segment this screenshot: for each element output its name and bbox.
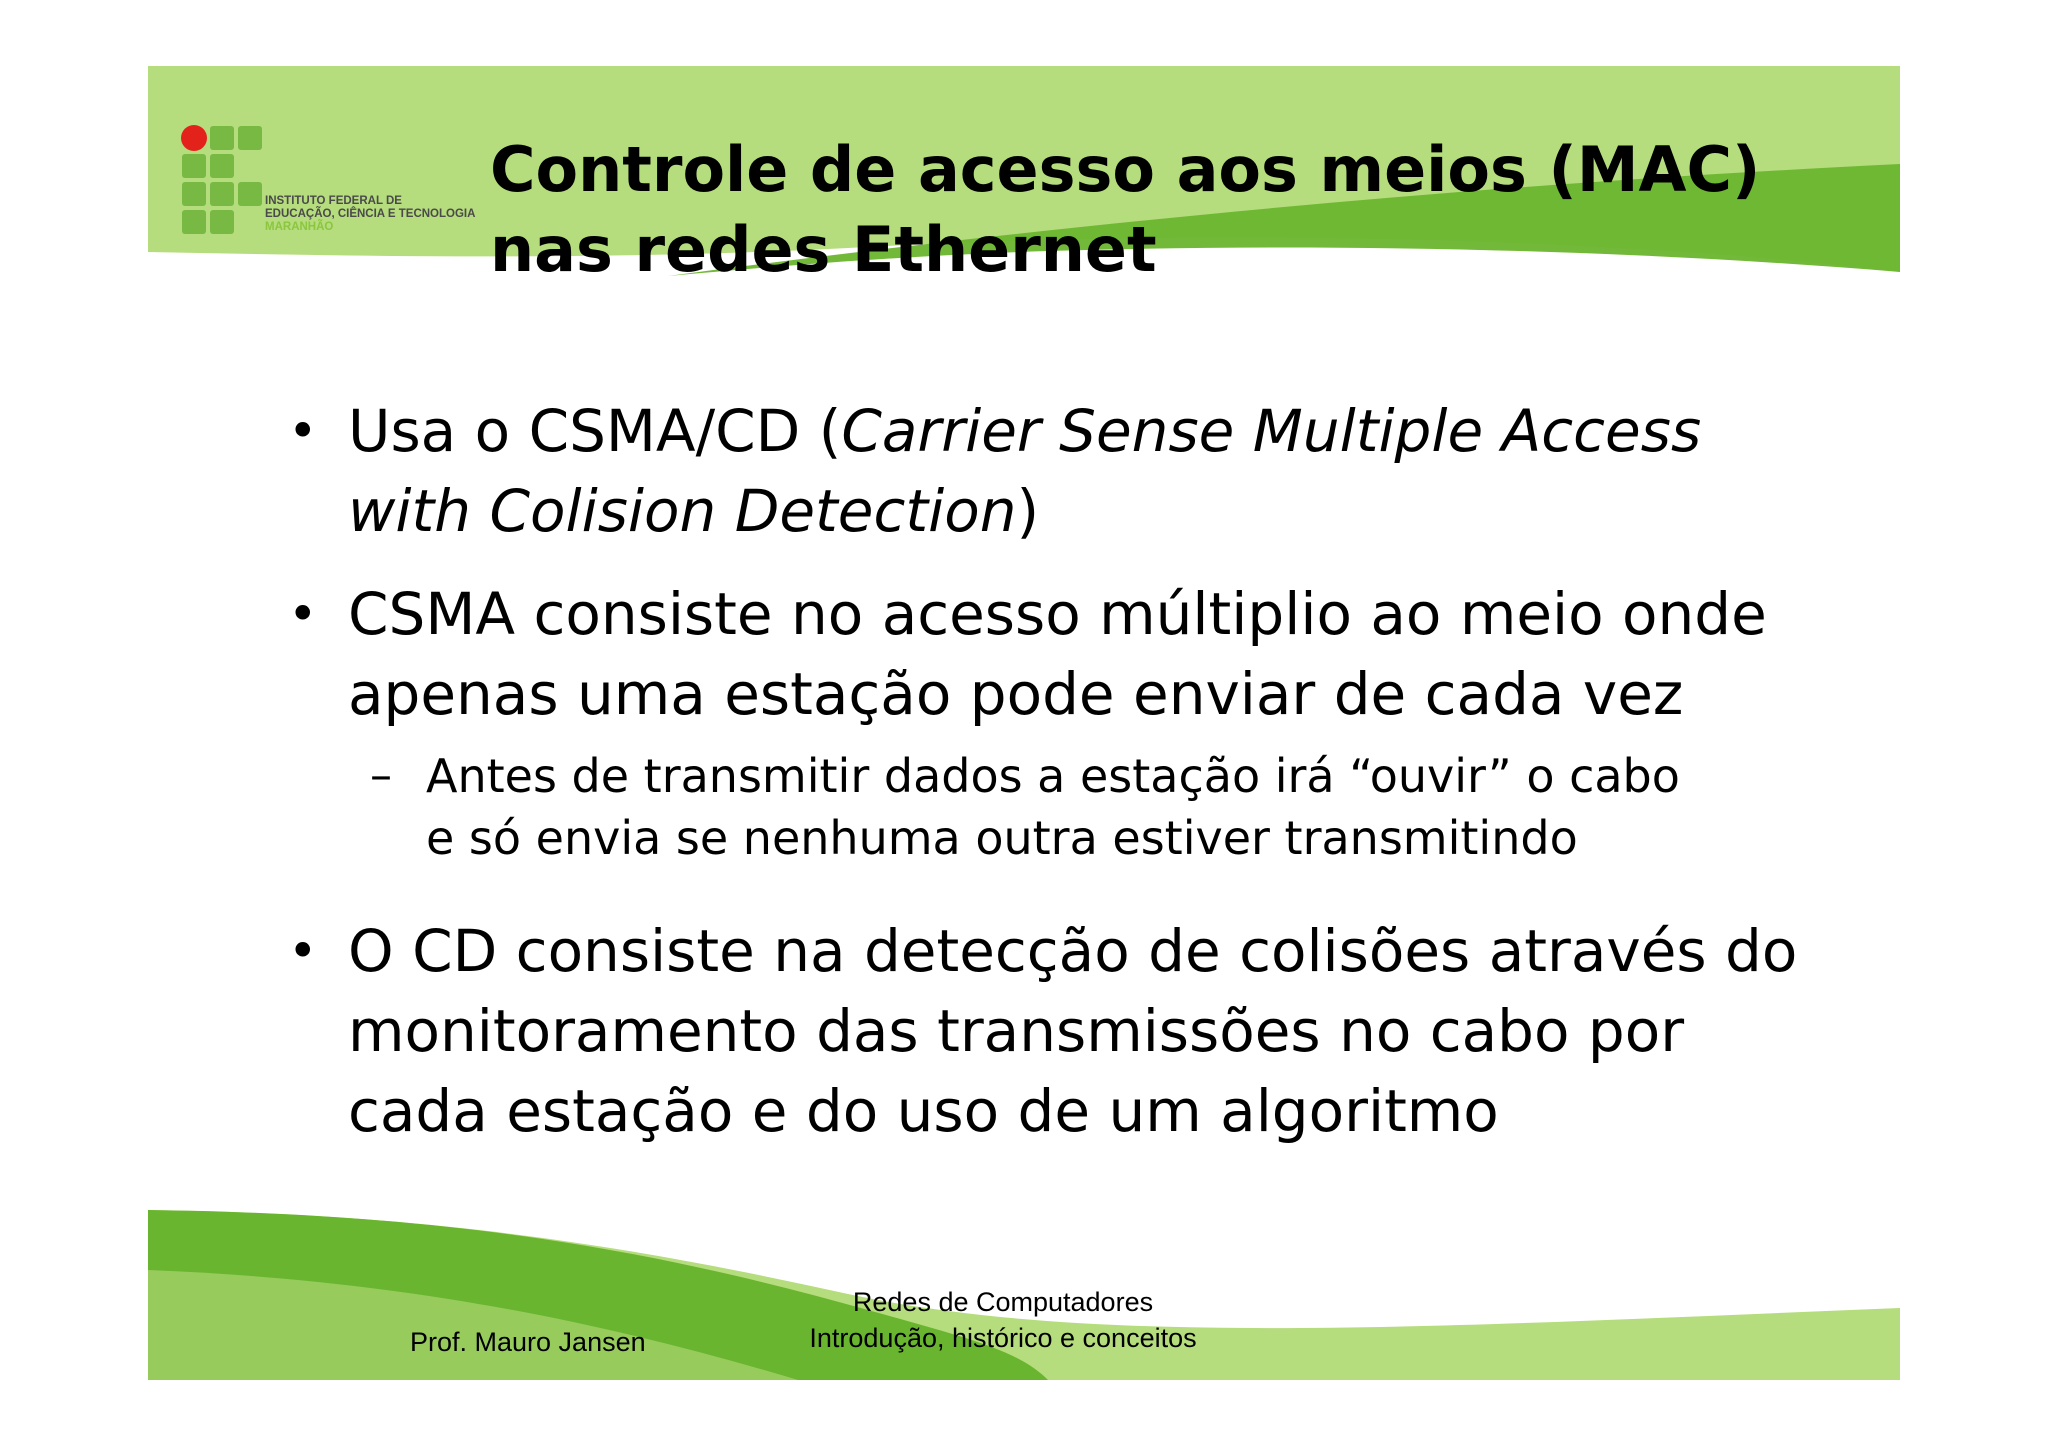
bullet-3	[348, 911, 1797, 1151]
footer-course: Redes de Computadores	[852, 1287, 1154, 1317]
bullet-1	[348, 391, 1701, 551]
bullet-1-italic-2: with Colision Detection	[348, 477, 1017, 545]
bullet-1-line-1	[348, 391, 1701, 471]
bullet-dot-icon: •	[288, 585, 318, 643]
dash-icon: –	[370, 750, 392, 801]
bullet-1-close: )	[1016, 477, 1040, 545]
bullet-3-line-1: O CD consiste na detecção de colisões através do	[348, 917, 1798, 985]
bullet-3-line-2: monitoramento das transmissões no cabo por	[348, 997, 1685, 1065]
slide-title-line-1: Controle de acesso aos meios (MAC)	[490, 133, 1761, 206]
logo-line-1: INSTITUTO FEDERAL DE	[265, 195, 402, 207]
bullet-2-line-2: apenas uma estação pode enviar de cada vez	[348, 660, 1684, 728]
bullet-dot-icon: •	[288, 402, 318, 460]
logo-line-2: EDUCAÇÃO, CIÊNCIA E TECNOLOGIA	[265, 208, 476, 220]
logo-line-3: MARANHÃO	[265, 221, 334, 233]
footer-topic: Introdução, histórico e conceitos	[809, 1323, 1197, 1353]
bullet-1-plain: Usa o CSMA/CD (	[348, 397, 842, 465]
logo-text	[265, 195, 475, 234]
subbullet-1-line-2: e só envia se nenhuma outra estiver transmitindo	[426, 811, 1578, 865]
slide-title	[490, 130, 1760, 290]
subbullet-1	[426, 745, 1680, 869]
bullet-1-italic: Carrier Sense Multiple Access	[841, 397, 1702, 465]
bullet-1-line-2	[348, 471, 1701, 551]
bullet-3-line-3: cada estação e do uso de um algoritmo	[348, 1077, 1499, 1145]
bullet-dot-icon: •	[288, 922, 318, 980]
slide-title-line-2: nas redes Ethernet	[490, 213, 1157, 286]
bullet-2	[348, 574, 1767, 734]
subbullet-1-line-1: Antes de transmitir dados a estação irá “ouvir” o cabo	[426, 749, 1680, 803]
footer-course-info	[708, 1284, 1298, 1356]
footer-author: Prof. Mauro Jansen	[410, 1327, 646, 1357]
slide	[148, 66, 1900, 1380]
bullet-2-line-1: CSMA consiste no acesso múltiplio ao meio onde	[348, 580, 1767, 648]
